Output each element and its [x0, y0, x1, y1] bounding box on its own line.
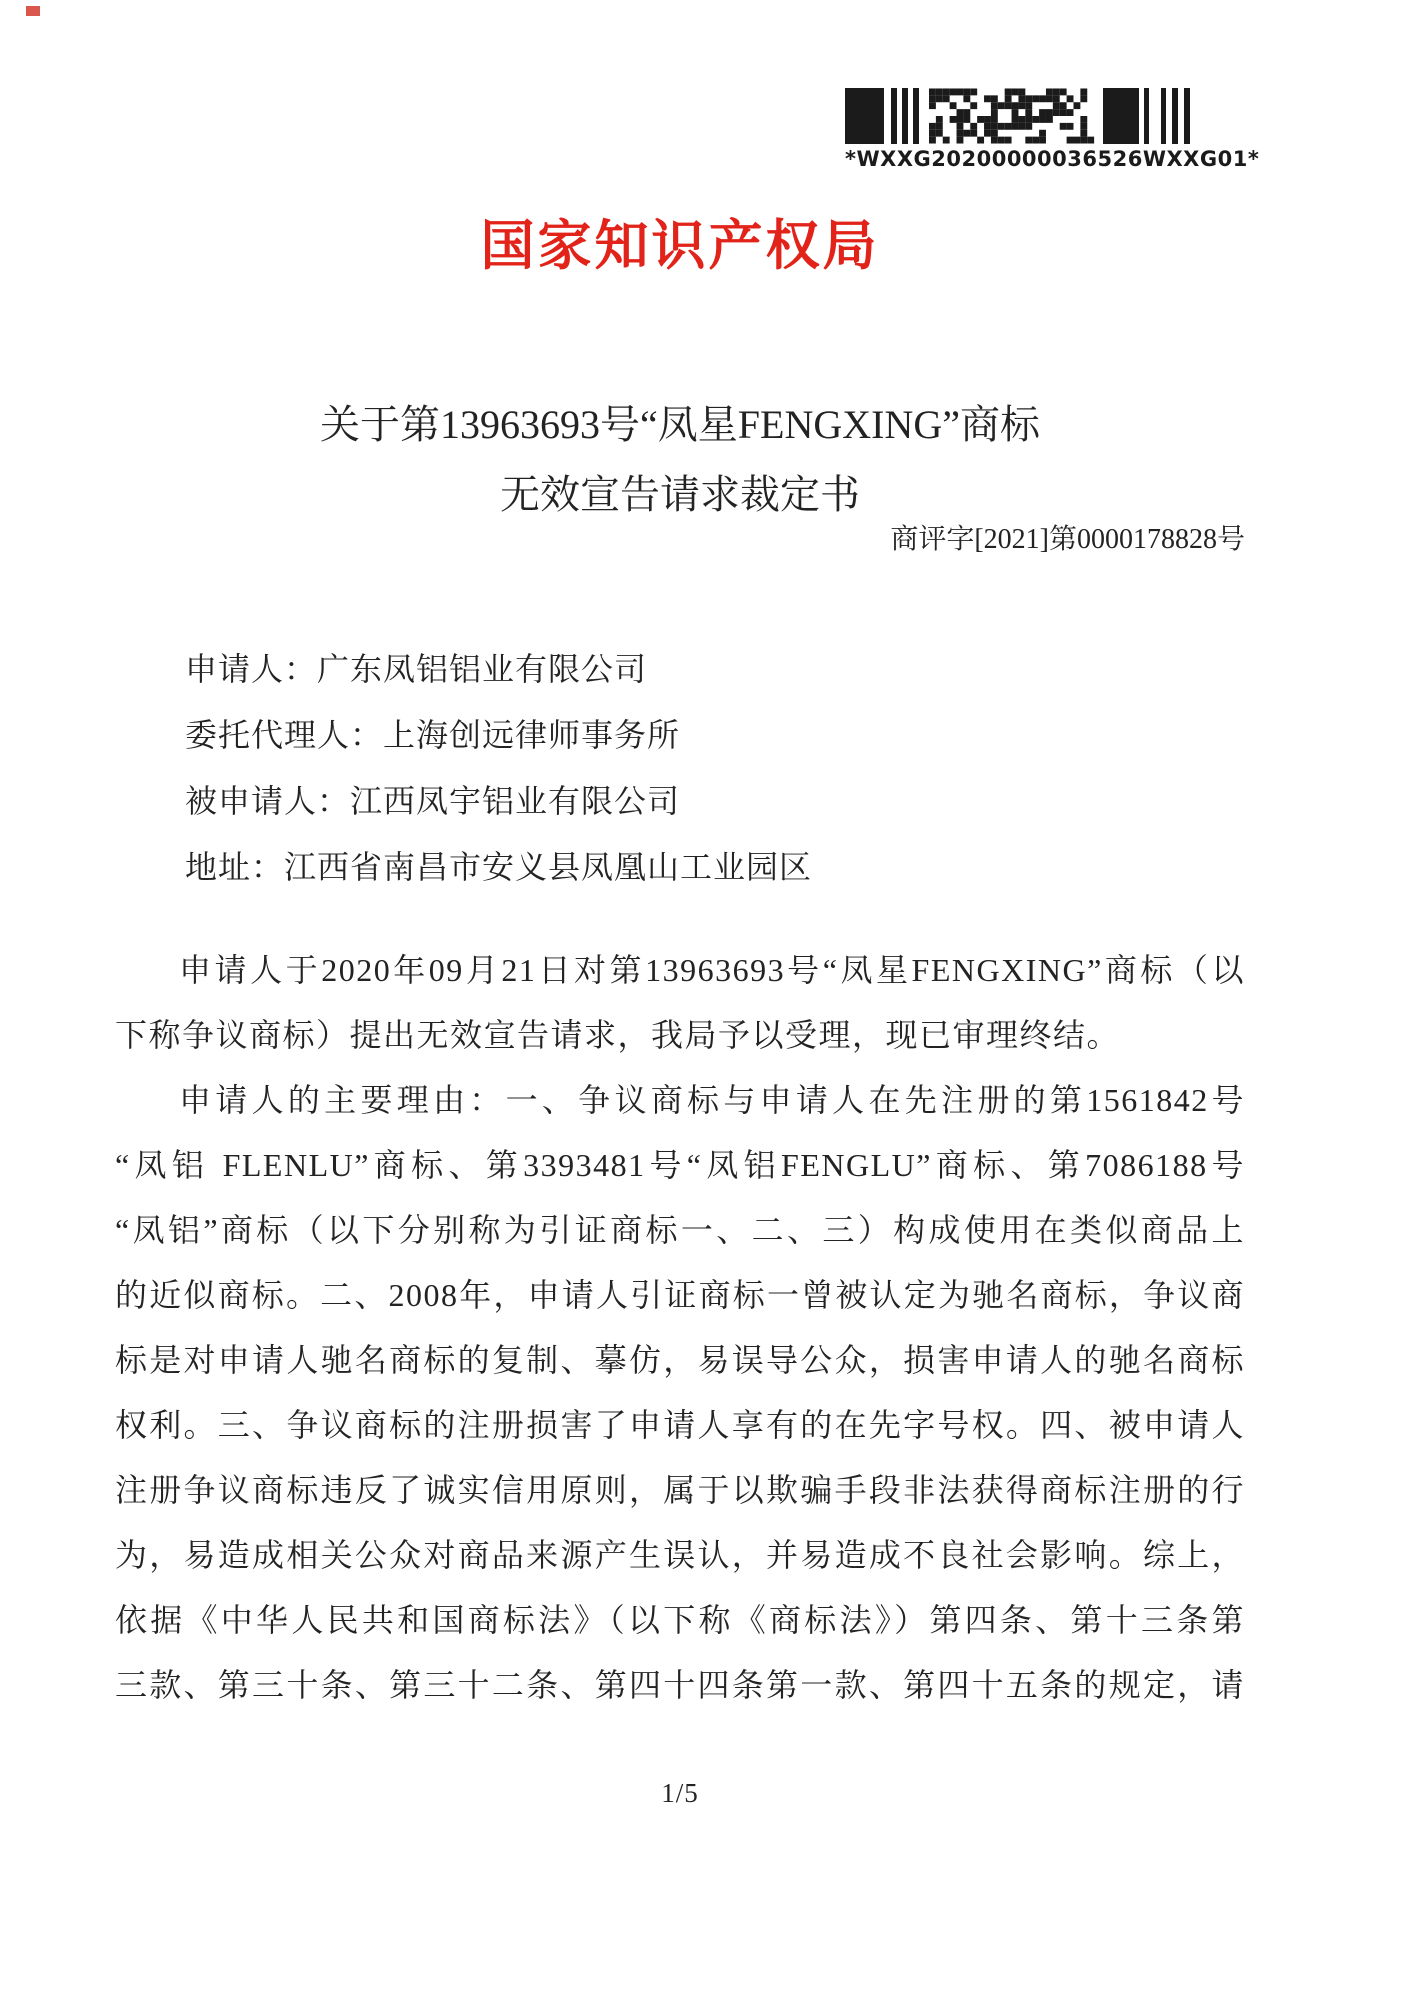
agent-line: 委托代理人：上海创远律师事务所 — [185, 717, 681, 753]
reference-number: 商评字[2021]第0000178828号 — [890, 524, 1245, 555]
barcode-matrix — [929, 88, 1096, 144]
body-line: 注册争议商标违反了诚实信用原则，属于以欺骗手段非法获得商标注册的行 — [115, 1472, 1245, 1508]
page-number: 1/5 — [661, 1778, 699, 1808]
body-line: 依据《中华人民共和国商标法》（以下称《商标法》）第四条、第十三条第 — [115, 1602, 1245, 1638]
barcode-block — [845, 88, 884, 144]
body-line: 为，易造成相关公众对商品来源产生误认，并易造成不良社会影响。综上， — [115, 1537, 1245, 1573]
body-line: 权利。三、争议商标的注册损害了申请人享有的在先字号权。四、被申请人 — [115, 1407, 1245, 1443]
parties-block — [185, 636, 812, 900]
body-line: 申请人的主要理由：一、争议商标与申请人在先注册的第1561842号 — [179, 1082, 1245, 1118]
body-line: 申请人于2020年09月21日对第13963693号“凤星FENGXING”商标（以 — [179, 952, 1245, 988]
barcode-block — [1103, 88, 1138, 144]
body-line: 的近似商标。二、2008年，申请人引证商标一曾被认定为驰名商标，争议商 — [115, 1277, 1245, 1313]
barcode-image — [845, 88, 1190, 144]
body-line: 三款、第三十条、第三十二条、第四十四条第一款、第四十五条的规定，请 — [115, 1667, 1245, 1703]
decision-body — [115, 938, 1245, 1718]
respondent-line: 被申请人：江西凤宇铝业有限公司 — [185, 783, 681, 819]
body-line: 下称争议商标）提出无效宣告请求，我局予以受理，现已审理终结。 — [115, 1017, 1121, 1053]
body-line: “凤铝 FLENLU”商标、第3393481号“凤铝FENGLU”商标、第7086188号 — [115, 1147, 1245, 1183]
document-title-line2: 无效宣告请求裁定书 — [500, 472, 860, 517]
address-line: 地址：江西省南昌市安义县凤凰山工业园区 — [185, 849, 813, 885]
document-title-line1: 关于第13963693号“凤星FENGXING”商标 — [320, 402, 1040, 447]
document-title — [115, 390, 1245, 530]
barcode — [845, 88, 1260, 171]
body-line: “凤铝”商标（以下分别称为引证商标一、二、三）构成使用在类似商品上 — [115, 1212, 1245, 1248]
agency-title: 国家知识产权局 — [480, 216, 880, 276]
applicant-line: 申请人：广东凤铝铝业有限公司 — [185, 651, 648, 687]
barcode-text: *WXXG20200000036526WXXG01* — [845, 147, 1260, 171]
body-line: 标是对申请人驰名商标的复制、摹仿，易误导公众，损害申请人的驰名商标 — [115, 1342, 1245, 1378]
scan-artifact — [26, 6, 40, 16]
